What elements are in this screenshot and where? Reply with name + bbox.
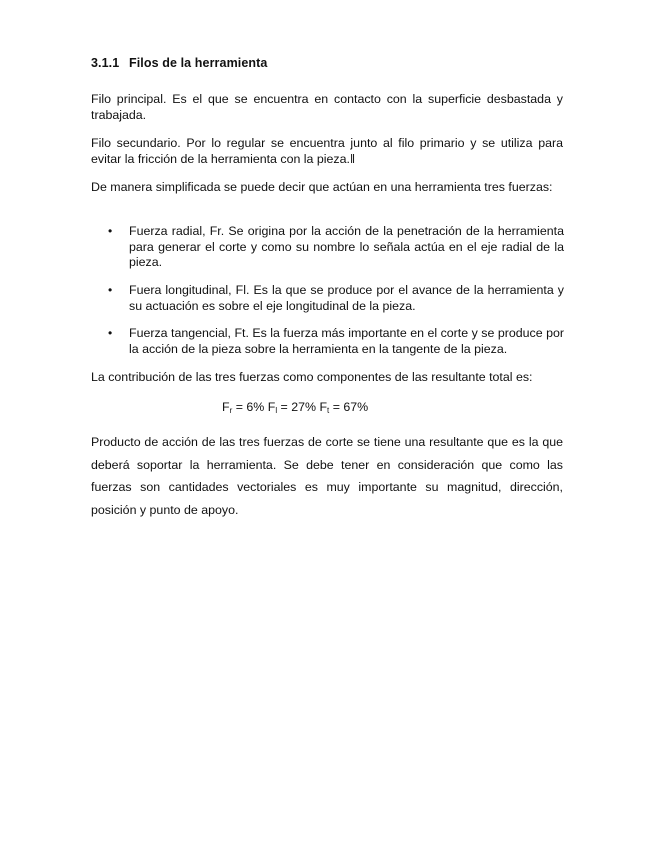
fl-symbol: F xyxy=(267,400,276,414)
bullet-marker: • xyxy=(108,326,113,340)
bullet-marker: • xyxy=(108,283,113,297)
force-formula xyxy=(222,400,368,415)
section-number: 3.1.1 xyxy=(91,56,120,70)
ft-subscript: t xyxy=(327,406,330,415)
bullet-text: Fuera longitudinal, Fl. Es la que se produce por el avance de la herramienta y su actuación es sobre el eje longitudinal de la pieza. xyxy=(129,283,564,313)
bullet-text: Fuerza tangencial, Ft. Es la fuerza más importante en el corte y se produce por la acción de la pieza sobre la herramienta en la tangente de la pieza. xyxy=(129,326,564,356)
paragraph-filo-secundario: Filo secundario. Por lo regular se encuentra junto al filo primario y se utiliza para evitar la fricción de la herramienta con la pieza.‖ xyxy=(91,136,563,166)
bullet-fuerza-tangencial xyxy=(108,326,564,357)
paragraph-producto: Producto de acción de las tres fuerzas de corte se tiene una resultante que es la que deberá soportar la herramienta. Se debe tener en consideración que como las fuerzas son cantidades vectoriales es muy importante su magnitud, dirección, posición y punto de apoyo. xyxy=(91,435,563,517)
section-title: Filos de la herramienta xyxy=(129,56,268,70)
fl-value: = 27% xyxy=(277,400,320,414)
fr-symbol: F xyxy=(222,400,230,414)
paragraph-intro-fuerzas: De manera simplificada se puede decir que actúan en una herramienta tres fuerzas: xyxy=(91,180,553,194)
fl-subscript: l xyxy=(275,406,278,415)
fr-value: = 6% xyxy=(232,400,268,414)
paragraph-filo-principal: Filo principal. Es el que se encuentra en contacto con la superficie desbastada y trabajada. xyxy=(91,92,563,122)
ft-symbol: F xyxy=(319,400,328,414)
ft-value: = 67% xyxy=(329,400,369,414)
bullet-marker: • xyxy=(108,224,113,238)
section-heading xyxy=(91,56,267,70)
fr-subscript: r xyxy=(229,406,233,415)
bullet-fuerza-longitudinal xyxy=(108,283,564,314)
bullet-text: Fuerza radial, Fr. Se origina por la acción de la penetración de la herramienta para generar el corte y como su nombre lo señala actúa en el eje radial de la pieza. xyxy=(129,224,564,269)
paragraph-contribucion: La contribución de las tres fuerzas como componentes de las resultante total es: xyxy=(91,370,533,384)
bullet-fuerza-radial xyxy=(108,224,564,271)
